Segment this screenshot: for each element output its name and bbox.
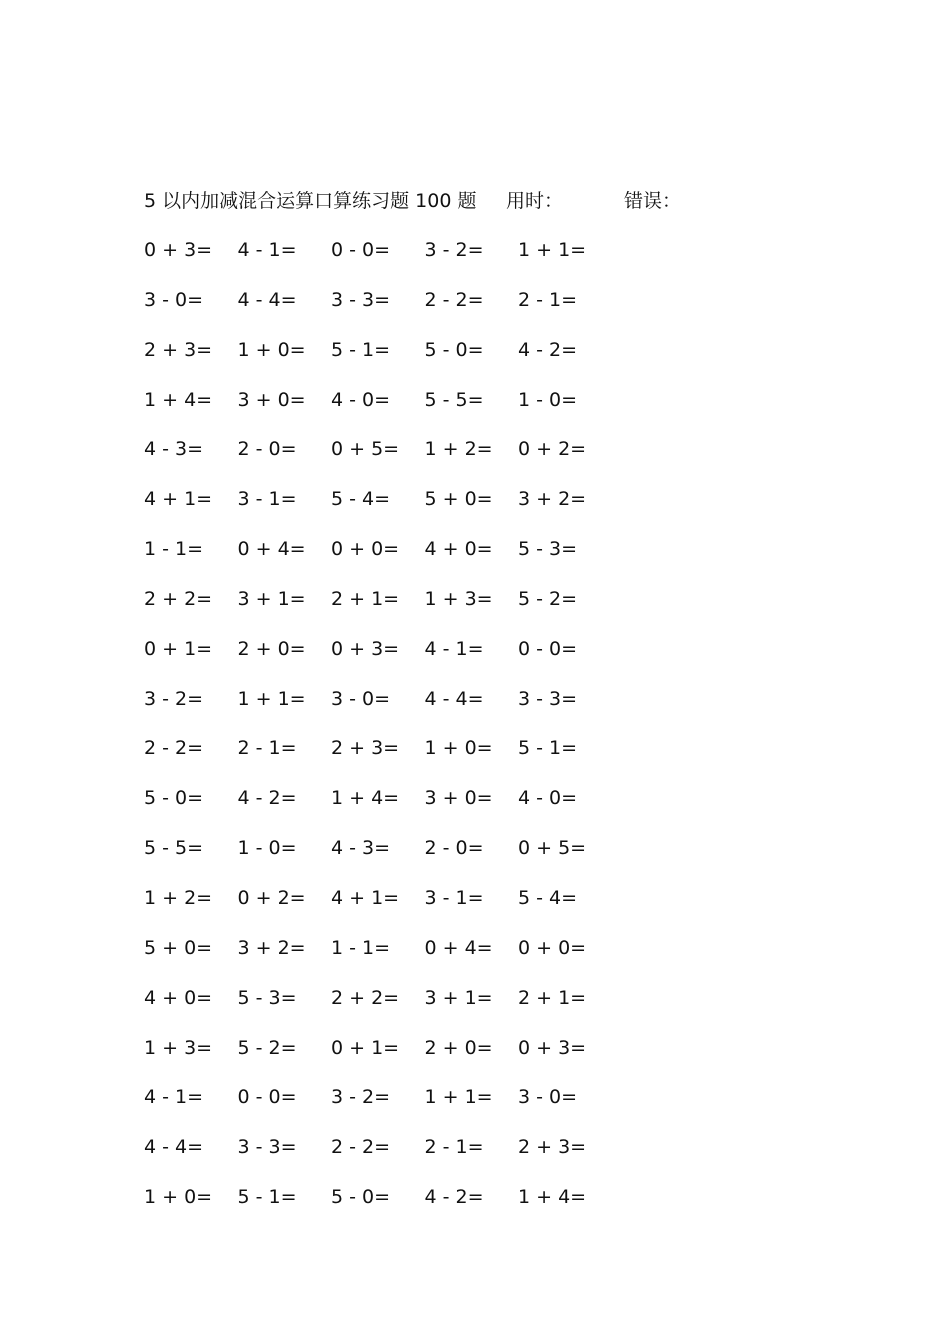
arithmetic-problem: 5 - 3= xyxy=(237,986,297,1009)
arithmetic-problem: 0 + 4= xyxy=(424,936,493,959)
arithmetic-problem: 3 - 1= xyxy=(237,488,297,511)
arithmetic-problem: 3 + 1= xyxy=(424,986,493,1009)
arithmetic-problem: 2 - 2= xyxy=(331,1136,391,1159)
arithmetic-problem: 2 + 0= xyxy=(424,1036,493,1059)
arithmetic-problem: 5 + 0= xyxy=(424,488,493,511)
arithmetic-problem: 5 - 5= xyxy=(144,837,204,860)
arithmetic-problem: 2 - 1= xyxy=(424,1136,484,1159)
arithmetic-problem: 0 + 3= xyxy=(144,239,213,261)
arithmetic-problem: 2 - 0= xyxy=(237,438,297,461)
problem-row xyxy=(144,1182,624,1232)
arithmetic-problem: 3 + 1= xyxy=(237,587,306,610)
arithmetic-problem: 1 + 0= xyxy=(237,338,306,361)
arithmetic-problem: 5 - 1= xyxy=(331,338,391,361)
arithmetic-problem: 1 - 0= xyxy=(237,837,297,860)
arithmetic-problem: 0 + 0= xyxy=(518,936,587,959)
arithmetic-problem: 1 - 1= xyxy=(144,538,204,561)
arithmetic-problem: 3 - 3= xyxy=(331,288,391,311)
arithmetic-problem: 4 - 2= xyxy=(424,1186,484,1209)
arithmetic-problem: 2 - 2= xyxy=(144,737,204,760)
arithmetic-problem: 3 - 0= xyxy=(518,1086,578,1109)
arithmetic-problem: 1 + 1= xyxy=(424,1086,493,1109)
arithmetic-problem: 3 + 2= xyxy=(518,488,587,511)
errors-label: 错误： xyxy=(624,190,682,212)
arithmetic-problem: 5 + 0= xyxy=(144,936,213,959)
arithmetic-problem: 0 - 0= xyxy=(518,637,578,660)
arithmetic-problem: 5 - 4= xyxy=(518,886,578,909)
arithmetic-problem: 5 - 5= xyxy=(424,388,484,411)
problem-row xyxy=(144,1033,624,1083)
arithmetic-problem: 3 + 2= xyxy=(237,936,306,959)
arithmetic-problem: 1 + 4= xyxy=(144,388,213,411)
problem-row xyxy=(144,634,624,684)
arithmetic-problem: 2 + 2= xyxy=(144,587,213,610)
arithmetic-problem: 5 - 2= xyxy=(237,1036,297,1059)
arithmetic-problem: 1 + 3= xyxy=(424,587,493,610)
arithmetic-problem: 1 + 2= xyxy=(424,438,493,461)
arithmetic-problem: 4 - 4= xyxy=(144,1136,204,1159)
arithmetic-problem: 4 - 1= xyxy=(424,637,484,660)
arithmetic-problem: 3 - 3= xyxy=(237,1136,297,1159)
arithmetic-problem: 1 + 4= xyxy=(518,1186,587,1209)
arithmetic-problem: 1 - 1= xyxy=(331,936,391,959)
arithmetic-problem: 5 - 0= xyxy=(331,1186,391,1209)
arithmetic-problem: 4 + 1= xyxy=(331,886,400,909)
arithmetic-problem: 2 - 1= xyxy=(518,288,578,311)
arithmetic-problem: 3 - 0= xyxy=(144,288,204,311)
problem-row xyxy=(144,933,624,983)
problem-row xyxy=(144,484,624,534)
arithmetic-problem: 3 - 2= xyxy=(331,1086,391,1109)
arithmetic-problem: 4 - 1= xyxy=(237,239,297,261)
arithmetic-problem: 3 - 2= xyxy=(144,687,204,710)
arithmetic-problem: 3 - 3= xyxy=(518,687,578,710)
arithmetic-problem: 0 + 3= xyxy=(518,1036,587,1059)
problem-grid xyxy=(144,235,624,1232)
arithmetic-problem: 4 - 3= xyxy=(331,837,391,860)
problem-row xyxy=(144,285,624,335)
arithmetic-problem: 1 + 4= xyxy=(331,787,400,810)
problem-row xyxy=(144,235,624,285)
arithmetic-problem: 4 - 2= xyxy=(518,338,578,361)
arithmetic-problem: 3 - 0= xyxy=(331,687,391,710)
arithmetic-problem: 2 + 2= xyxy=(331,986,400,1009)
arithmetic-problem: 2 + 1= xyxy=(331,587,400,610)
arithmetic-problem: 4 - 3= xyxy=(144,438,204,461)
problem-row xyxy=(144,983,624,1033)
arithmetic-problem: 3 + 0= xyxy=(237,388,306,411)
arithmetic-problem: 0 + 2= xyxy=(237,886,306,909)
arithmetic-problem: 0 + 3= xyxy=(331,637,400,660)
arithmetic-problem: 2 + 3= xyxy=(144,338,213,361)
arithmetic-problem: 4 - 0= xyxy=(518,787,578,810)
arithmetic-problem: 2 + 1= xyxy=(518,986,587,1009)
arithmetic-problem: 2 + 0= xyxy=(237,637,306,660)
arithmetic-problem: 2 - 0= xyxy=(424,837,484,860)
arithmetic-problem: 4 - 0= xyxy=(331,388,391,411)
arithmetic-problem: 3 + 0= xyxy=(424,787,493,810)
arithmetic-problem: 4 + 0= xyxy=(144,986,213,1009)
arithmetic-problem: 4 - 4= xyxy=(237,288,297,311)
arithmetic-problem: 1 + 0= xyxy=(424,737,493,760)
arithmetic-problem: 1 + 0= xyxy=(144,1186,213,1209)
problem-row xyxy=(144,883,624,933)
problem-row xyxy=(144,385,624,435)
arithmetic-problem: 0 + 0= xyxy=(331,538,400,561)
problem-row xyxy=(144,1082,624,1132)
arithmetic-problem: 0 + 5= xyxy=(331,438,400,461)
problem-row xyxy=(144,1132,624,1182)
problem-row xyxy=(144,783,624,833)
arithmetic-problem: 0 - 0= xyxy=(331,239,391,261)
problem-row xyxy=(144,833,624,883)
arithmetic-problem: 5 - 0= xyxy=(144,787,204,810)
arithmetic-problem: 5 - 3= xyxy=(518,538,578,561)
arithmetic-problem: 0 - 0= xyxy=(237,1086,297,1109)
arithmetic-problem: 4 - 2= xyxy=(237,787,297,810)
arithmetic-problem: 5 - 1= xyxy=(518,737,578,760)
arithmetic-problem: 5 - 4= xyxy=(331,488,391,511)
problem-row xyxy=(144,335,624,385)
problem-row xyxy=(144,534,624,584)
arithmetic-problem: 5 - 1= xyxy=(237,1186,297,1209)
arithmetic-problem: 4 + 0= xyxy=(424,538,493,561)
problem-row xyxy=(144,584,624,634)
arithmetic-problem: 1 + 1= xyxy=(518,239,587,261)
arithmetic-problem: 3 - 2= xyxy=(424,239,484,261)
arithmetic-problem: 0 + 1= xyxy=(144,637,213,660)
arithmetic-problem: 1 + 3= xyxy=(144,1036,213,1059)
time-used-label: 用时： xyxy=(506,190,564,212)
arithmetic-problem: 0 + 4= xyxy=(237,538,306,561)
arithmetic-problem: 0 + 5= xyxy=(518,837,587,860)
problem-row xyxy=(144,733,624,783)
arithmetic-problem: 4 - 1= xyxy=(144,1086,204,1109)
problem-row xyxy=(144,434,624,484)
arithmetic-problem: 4 + 1= xyxy=(144,488,213,511)
arithmetic-problem: 3 - 1= xyxy=(424,886,484,909)
arithmetic-problem: 0 + 2= xyxy=(518,438,587,461)
problem-row xyxy=(144,684,624,734)
arithmetic-problem: 2 - 1= xyxy=(237,737,297,760)
arithmetic-problem: 5 - 2= xyxy=(518,587,578,610)
arithmetic-problem: 0 + 1= xyxy=(331,1036,400,1059)
arithmetic-problem: 5 - 0= xyxy=(424,338,484,361)
arithmetic-problem: 1 + 2= xyxy=(144,886,213,909)
arithmetic-problem: 1 - 0= xyxy=(518,388,578,411)
arithmetic-problem: 1 + 1= xyxy=(237,687,306,710)
arithmetic-problem: 2 - 2= xyxy=(424,288,484,311)
arithmetic-problem: 2 + 3= xyxy=(518,1136,587,1159)
worksheet-title: 5 以内加减混合运算口算练习题 100 题 xyxy=(144,190,477,212)
arithmetic-problem: 2 + 3= xyxy=(331,737,400,760)
arithmetic-problem: 4 - 4= xyxy=(424,687,484,710)
